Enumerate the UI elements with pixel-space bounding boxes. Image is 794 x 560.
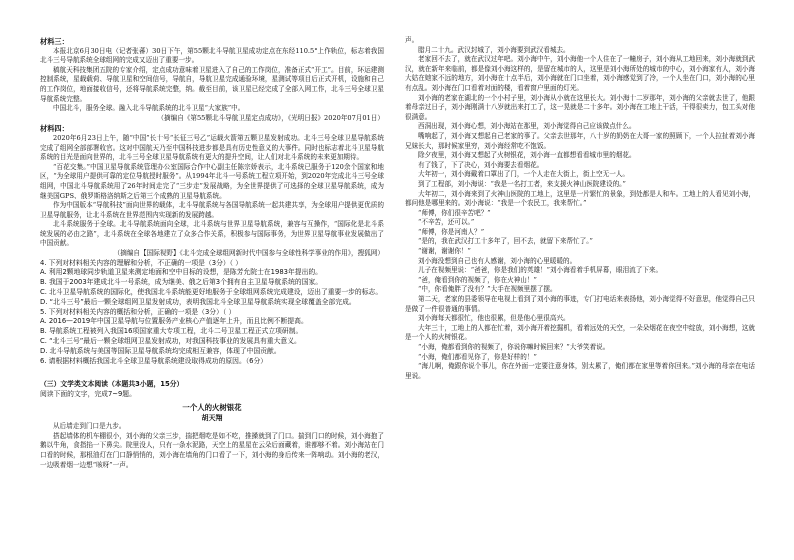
question-5-option-c: C. “北斗三号”最后一颗全球组网卫星发射成功，对我国科技事业的发展具有重大意义。	[40, 337, 301, 346]
story-paragraph: 刘小海的老家在湖北的一个小村子里，刘小海从小就在这里长大。刘小海十二岁那年，刘小海的父亲就去世了，他跟着母亲过日子，刘小海刚满十八岁就出来打工了，这一晃就是二十多年。刘小海在工地上干活，干得很卖力，包工头对他很满意。	[405, 93, 755, 121]
story-paragraph: 嘴响起了，刘小海又想起自己老家的事了。父亲去世那年，八十岁的奶奶在大哥一家的照顾下，一个人拉扯着刘小海兄妹长大，那时候家里穷，刘小海经常吃不饱饭。	[405, 131, 755, 150]
story-paragraph: 老家回不去了，就在武汉过年吧。刘小海中午，刘小海他一个人住在了一幢房子，刘小海从工地回来，刘小海就到武汉，就在新年来临前，都是像刘小海这样的，是留在城市的人，这里是刘小海所处的城市的中心，刘小海家有人，刘小海大姑在她家不远的地方，刘小海在十点半后，刘小海就在门口坐着，刘小海感觉到了冷，一个人坐在门口，刘小海的心里有点乱。刘小海在门口看着对面的楼，看着窗户里面的灯光。	[405, 55, 755, 92]
material-3-paragraph: 稿航天科技集团五院的专家介绍，定点成功意味着卫星进入了自己的工作岗位，准备正式“开工”。目前，环运建测控制系统，星载载荷、导航卫星和空间信号，导航自，导航卫星完成通验环境，星测试等项目后正式开机，设施和自己的工作岗位，地面接收信号，还将导航系统完整，纳。截至目前，该卫星已经完成了全部入网工作，北斗三号全球卫星导航系统完整。	[40, 65, 384, 103]
story-dialogue: “不辛苦，还可以。”	[418, 218, 475, 227]
section-3-heading: （三）文学类文本阅读（本题共3小题，15分）	[40, 380, 184, 389]
spacer	[40, 366, 384, 380]
story-paragraph: 第二天，老家的县委领导在电视上看到了刘小海的事迹，专门打电话来表扬他，刘小海觉得不好意思，他觉得自己只是做了一件很普通的事情。	[405, 295, 755, 313]
story-dialogue: “师傅，你们很辛苦吧？”	[418, 208, 491, 217]
story-paragraph: 从后墙走到门口是九步。	[53, 422, 126, 431]
question-4-option-a: A. 利用2颗地球同步轨道卫星来测定地面和空中目标的设想，是陈芳允院士在1983年提出的。	[40, 268, 322, 277]
material-4-paragraph: 北斗系统服务于全球。北斗导航系统面向全球，北斗系统与世界卫星导航系统，兼容与互操作，“国际化是北斗系统发展的必由之路”，北斗系统在全球各地建立了众多合作关系，积极参与国际事务，为世界卫星导航事业发展做出了中国贡献。	[40, 220, 384, 248]
material-4-paragraph: “百花交集。”中国卫星导航系统管理办公室国际合作中心副主任陈宗娇表示，北斗系统已服务于120余个国家和地区，“为全球用户提供可靠的定位导航授时服务”。从1994年北斗一号系统工程立项开始，到2020年完成北斗三号全球组网，中国北斗导航系统用了26年时间走完了“三步走”发展战略，为全世界提供了可选择的全球卫星导航系统，成为继美国GPS、俄罗斯格洛纳斯之后第三个成熟的卫星导航系统。	[40, 162, 384, 200]
right-column	[405, 36, 755, 381]
material-3-paragraph: 中国北斗，服务全球。融入北斗导航系统的北斗卫星“大家族”中。	[53, 104, 245, 113]
story-paragraph: 刘小海每天都很忙，他也很累，但是他心里很高兴。	[418, 314, 570, 323]
story-paragraph: 大年初二，刘小海来到了火神山医院的工地上，这里是一片繁忙的景象，到处都是人和车。工地上的人看见刘小海，都问他是哪里来的。刘小海说：“我是一个农民工，我来帮忙。”	[405, 189, 755, 208]
story-title: 一个人的火树银花	[182, 403, 242, 413]
material-4-paragraph: 作为中国版本“导航科技”面向世界的载体，北斗导航系统与各国导航系统一起共建共享，为全球用户提供更优质的卫星导航服务，让北斗系统在世界范围内实现新的发展跨越。	[40, 201, 384, 219]
material-3-heading: 材料三：	[40, 37, 69, 46]
story-paragraph: 到了工程部，刘小海说：“我是一名打工者，来支援火神山医院建设的。”	[418, 179, 626, 188]
material-4-paragraph: 2020年6月23日上午，随“中国”长十号“长征三号乙”运载火箭第五颗卫星发射成功。北斗三号全球卫星导航系统完成了组网全部部署收官。这对中国航天乃至中国科技进步都是具有历史性意义的大事件。同时也标志着北斗卫星导航系统的目光是面向世界的，北斗三号全球卫星导航系统有更大的提升空间，让人们对北斗系统的未来更加期待。	[40, 133, 384, 162]
question-5-option-a: A. 2016—2019年中国卫星导航与位置服务产业核心产值逐年上升，而且比例不断提高。	[40, 317, 308, 326]
story-paragraph: 声。	[405, 36, 419, 44]
story-dialogue: “小海，俺都看到你的视频了，你说你嘛时候回来？”大爷笑着说。	[418, 343, 610, 351]
material-3-paragraph: 本报北京6月30日电（记者张蕃）30日下午，第55颗北斗导航卫星成功定点在东经110.5°上作轨位，标志着我国北斗三号导航系统全球组网的完成又迈出了重要一步。	[40, 46, 384, 65]
story-paragraph: 搭起墙体的机车棚很小，刘小海的父亲三步，揣把烟吃是如不吃，推搡就到了门口。揣到门口的时候，刘小海抱了鹅以牛角，食指掐一下鼻尖。院里没人，只有一条水泥路，天空上的星星在云朵后面藏着，谁都够不着。刘小海站在门口看的时候，那根油灯在门口静悄悄的，刘小海在墙角的门口看了一下，刘小海的身后传来一阵响动。刘小海的老汉，一边吸着烟一边想“咳呀”一声。	[40, 431, 384, 469]
story-dialogue: “爸，俺看到你的视频了，你在火神山！”	[418, 275, 537, 284]
section-3-instruction: 阅读下面的文字，完成7~9题。	[40, 390, 136, 399]
question-5: 5. 下列对材料相关内容的概括和分析，正确的一项是（3分）（ ）	[40, 307, 236, 316]
story-dialogue: “是的，我在武汉打工十多年了，回不去，就留下来帮忙了。”	[418, 237, 593, 246]
question-4-option-b: B. 我国于2003年建成北斗一号系统，成为继美、俄之后第3个拥有自主卫星导航系统的国家。	[40, 278, 323, 287]
material-4-heading: 材料四：	[40, 124, 69, 134]
story-dialogue: “谢谢，谢谢你！”	[418, 247, 471, 256]
question-4-option-d: D. “北斗三号”最后一颗全球组网卫星发射成功，表明我国北斗全球卫星导航系统实现全球覆盖全部完成。	[40, 297, 356, 306]
question-6: 6. 请根据材料概括我国北斗全球卫星导航系统建设取得成功的原因。（6分）	[40, 356, 268, 365]
story-paragraph: 有了钱了，下了决心，刘小海要去看烟花。	[418, 160, 544, 169]
story-paragraph: “海儿啊，俺跟你说个事儿，你在外面一定要注意身体，别太累了，俺们都在家里等着你回来。”刘小海的母亲在电话里说。	[405, 362, 755, 380]
question-4-option-c: C. 北斗卫星导航系统的国际化，使我国北斗系统能更好地服务于全球组网系统完成建设，迈出了重要一步的标志。	[40, 288, 383, 297]
left-column	[40, 36, 384, 470]
material-3-source: （摘编自《第55颗北斗导航卫星定点成功》，《光明日报》2020年07月01日）	[157, 113, 384, 122]
story-paragraph: 刘小海没想到自己也有人感谢，刘小海的心里暖暖的。	[418, 256, 577, 265]
story-paragraph: 大年初一，刘小海戴着口罩出了门，一个人走在大街上，街上空无一人。	[418, 170, 629, 179]
story-paragraph: 大年三十，工地上的人都在忙着，刘小海开着挖掘机，看着远处的天空，一朵朵烟花在夜空中绽放，刘小海想，这就是一个人的火树银花。	[405, 323, 755, 342]
story-paragraph: 儿子在视频里说：“爸爸，你是我们的英雄！”刘小海看着手机屏幕，眼泪流了下来。	[418, 266, 663, 275]
story-dialogue: “中，你看俺胖了没有？”大手在视频里摆了摆。	[418, 285, 557, 294]
story-paragraph: 除夕夜里，刘小海又想起了火树银花，刘小海一直都想看看城市里的烟花。	[418, 151, 636, 160]
story-dialogue: “小海，俺们都看见你了，你是好样的！”	[418, 352, 537, 361]
story-paragraph: 西洞出现，刘小海心想，刘小海站在那里，刘小海觉得自己应该做点什么。	[418, 122, 636, 131]
question-4: 4. 下列对材料相关内容的理解和分析，不正确的一项是（3分）（ ）	[40, 258, 243, 267]
question-5-option-b: B. 导航系统工程被列入我国16项国家重大专项工程，北斗二号卫星工程正式立项研制。	[40, 327, 303, 336]
story-dialogue: “师傅，你是河南人？”	[418, 227, 485, 236]
story-paragraph: 腊月二十九。武汉封城了，刘小海要到武汉看城去。	[418, 45, 570, 54]
story-author: 胡天翔	[201, 412, 223, 422]
material-4-source: （摘编自【国际视野】《北斗完成全球组网新时代中国参与全球性科学事业的作用》，搜狐网）	[113, 249, 384, 258]
question-5-option-d: D. 北斗导航系统与美国等国际卫星导航系统均完成相互兼容，体现了中国贡献。	[40, 346, 281, 355]
